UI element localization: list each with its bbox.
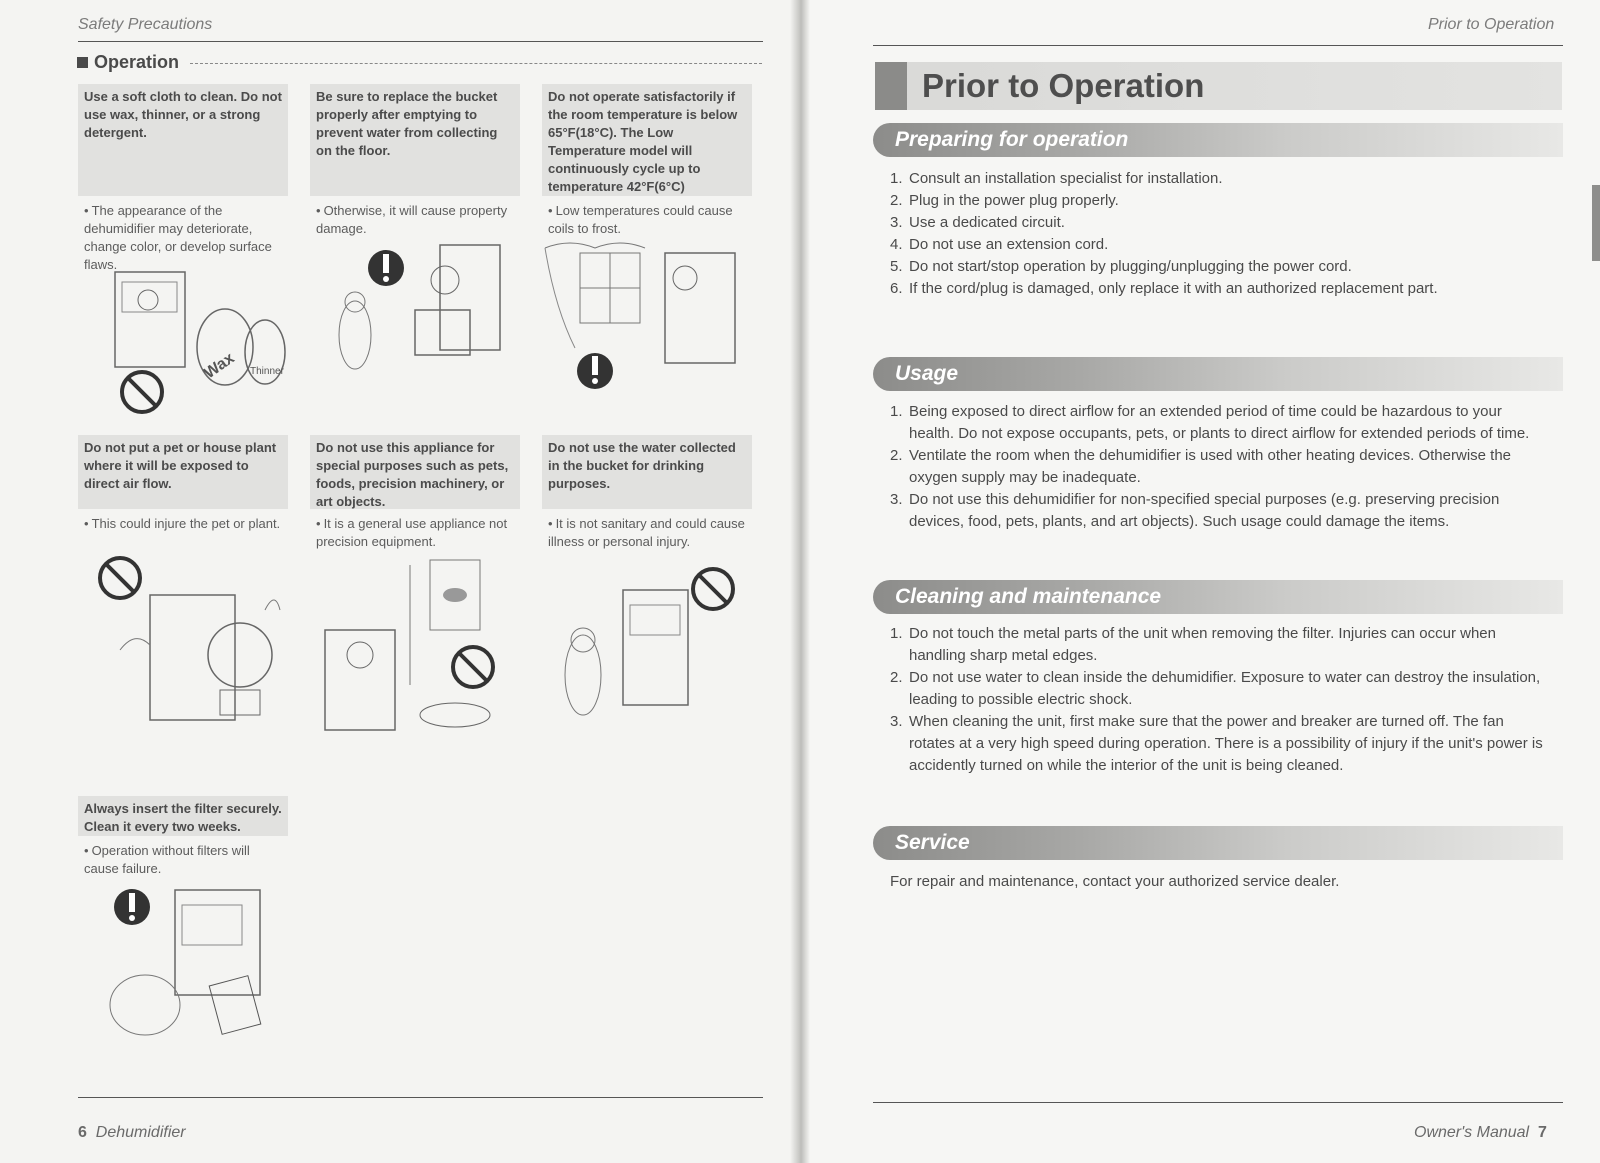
prohibited-icon — [122, 372, 162, 412]
list-item: 2. Do not use water to clean inside the dehumidifier. Exposure to water can destroy the insulation, leading to possible electric shock. — [890, 669, 1541, 708]
right-header-rule — [873, 45, 1563, 46]
card-soft-cloth — [78, 84, 288, 274]
page-edge-tab — [1592, 185, 1600, 261]
low-temperature-illustration — [540, 238, 740, 398]
card-description: • This could injure the pet or plant. — [84, 516, 281, 531]
card-description: • Low temperatures could cause coils to frost. — [548, 203, 733, 236]
heading-square-icon — [77, 57, 88, 68]
list-item: 3. Do not use this dehumidifier for non-specified special purposes (e.g. preserving precision devices, food, pets, plants, and art objects). Such usage could damage the items. — [890, 491, 1500, 530]
card-title: Do not put a pet or house plant where it will be exposed to direct air flow. — [78, 435, 288, 509]
card-room-temperature — [542, 84, 752, 238]
card-title: Do not use the water collected in the bucket for drinking purposes. — [542, 435, 752, 509]
card-title: Use a soft cloth to clean. Do not use wax, thinner, or a strong detergent. — [78, 84, 288, 196]
operation-heading — [77, 52, 179, 73]
section-cleaning-heading: Cleaning and maintenance — [873, 580, 1563, 614]
list-item: 3. Use a dedicated circuit. — [890, 214, 1065, 231]
section-usage-heading: Usage — [873, 357, 1563, 391]
book-gutter — [790, 0, 810, 1163]
card-special-purposes — [310, 435, 520, 551]
operation-heading-dash — [190, 63, 762, 64]
list-item: 2. Ventilate the room when the dehumidifier is used with other heating devices. Otherwise the oxygen supply may be inadequate. — [890, 447, 1512, 486]
card-title: Do not use this appliance for special purposes such as pets, foods, precision machinery, or art objects. — [310, 435, 520, 509]
wax-label: Wax — [201, 349, 238, 383]
list-item: 1. Do not touch the metal parts of the unit when removing the filter. Injuries can occur when handling sharp metal edges. — [890, 625, 1496, 664]
service-text: For repair and maintenance, contact your authorized service dealer. — [890, 873, 1340, 890]
list-item: 6. If the cord/plug is damaged, only replace it with an authorized replacement part. — [890, 280, 1438, 297]
usage-list — [890, 401, 1550, 533]
card-title: Always insert the filter securely. Clean it every two weeks. — [78, 796, 288, 836]
operation-heading-text: Operation — [94, 52, 180, 72]
card-drinking-water — [542, 435, 752, 551]
list-item: 3. When cleaning the unit, first make sure that the power and breaker are turned off. The fan rotates at a very high speed during operation. There is a possibility of injury if the unit's power is accidently turned on while the interior of the unit is being cleaned. — [890, 713, 1543, 774]
list-item: 1. Being exposed to direct airflow for an extended period of time could be hazardous to your health. Do not expose occupants, pets, or plants to direct airflow for extended periods of time. — [890, 403, 1530, 442]
right-footer: Owner's Manual 7 — [1414, 1124, 1547, 1141]
caution-icon — [114, 889, 150, 925]
prohibited-icon — [693, 569, 733, 609]
left-header-rule — [78, 41, 763, 42]
drinking-water-illustration — [548, 565, 743, 735]
page-title: Prior to Operation — [922, 67, 1205, 104]
left-footer-rule — [78, 1097, 763, 1098]
caution-icon — [577, 353, 613, 389]
list-item: 5. Do not start/stop operation by plugging/unplugging the power cord. — [890, 258, 1352, 275]
caution-icon — [368, 250, 404, 286]
card-description: • The appearance of the dehumidifier may deteriorate, change color, or develop surface flaws. — [84, 203, 272, 272]
card-filter — [78, 796, 288, 878]
list-item: 4. Do not use an extension cord. — [890, 236, 1109, 253]
right-footer-rule — [873, 1102, 1563, 1103]
filter-illustration — [100, 885, 280, 1050]
thinner-label: Thinner — [250, 366, 284, 377]
cleaning-list — [890, 623, 1550, 777]
card-description: • It is not sanitary and could cause illness or personal injury. — [548, 516, 745, 549]
left-footer: 6 Dehumidifier — [78, 1124, 186, 1141]
list-item: 1. Consult an installation specialist for installation. — [890, 170, 1223, 187]
page-title-banner — [875, 62, 1562, 110]
wax-cleaning-illustration — [100, 262, 290, 422]
card-description: • Operation without filters will cause failure. — [84, 843, 250, 876]
bucket-replace-illustration — [320, 240, 520, 390]
prohibited-icon — [100, 558, 140, 598]
card-description: • It is a general use appliance not precision equipment. — [316, 516, 508, 549]
left-running-head: Safety Precautions — [78, 16, 213, 33]
right-running-head: Prior to Operation — [1428, 16, 1555, 33]
preparing-list — [890, 168, 1550, 300]
section-service-heading: Service — [873, 826, 1563, 860]
special-purposes-illustration — [315, 555, 525, 740]
card-replace-bucket — [310, 84, 520, 238]
card-title: Do not operate satisfactorily if the room temperature is below 65°F(18°C). The Low Temperature model will continuously cycle up to temperature 42°F(6°C) — [542, 84, 752, 196]
card-description: • Otherwise, it will cause property damage. — [316, 203, 508, 236]
title-bar-accent — [875, 62, 907, 110]
prohibited-icon — [453, 647, 493, 687]
section-preparing-heading: Preparing for operation — [873, 123, 1563, 157]
pet-plant-illustration — [90, 550, 290, 740]
list-item: 2. Plug in the power plug properly. — [890, 192, 1119, 209]
card-title: Be sure to replace the bucket properly after emptying to prevent water from collecting on the floor. — [310, 84, 520, 196]
card-pet-plant — [78, 435, 288, 533]
